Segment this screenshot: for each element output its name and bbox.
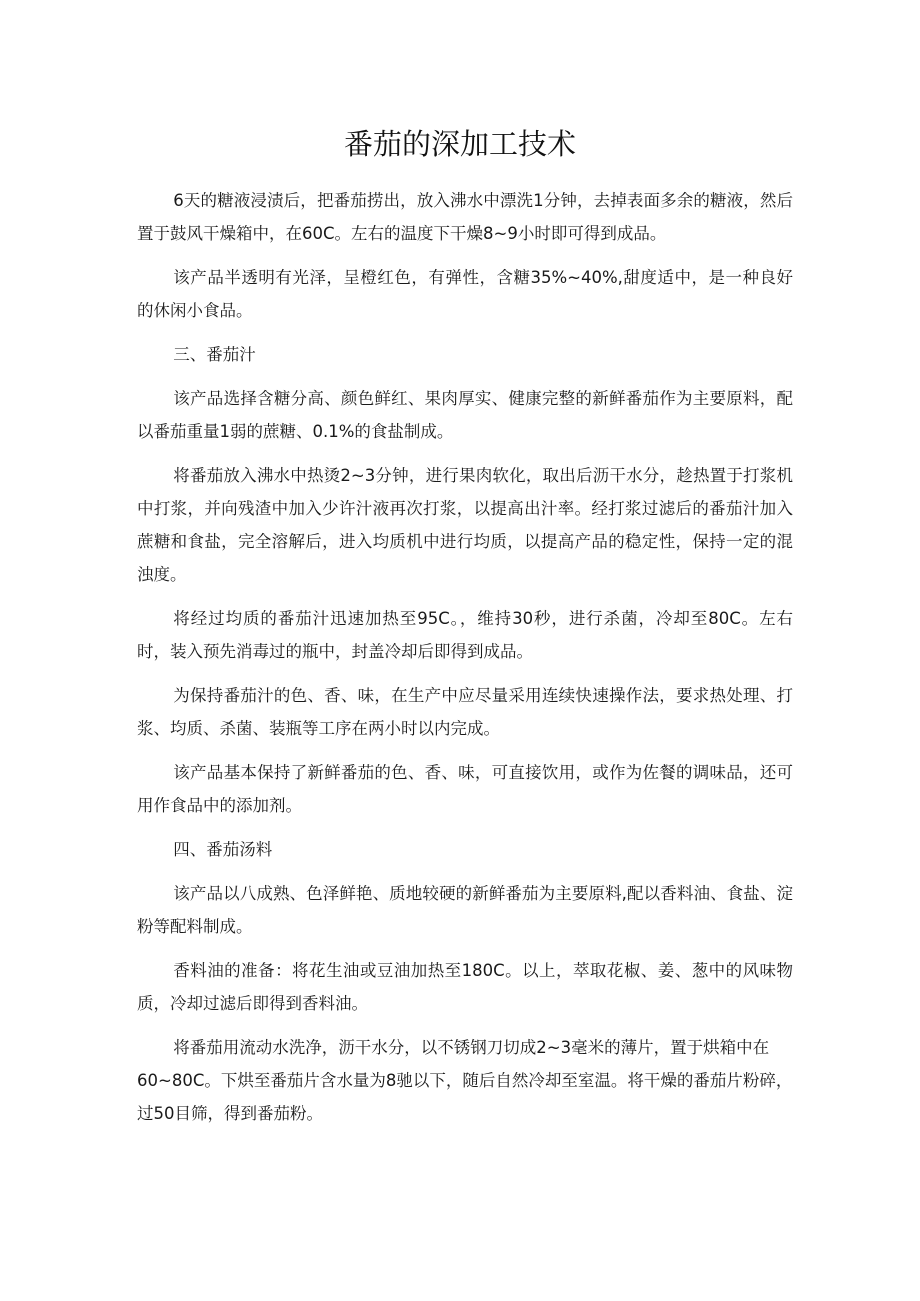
paragraph-7: 为保持番茄汁的色、香、味，在生产中应尽量采用连续快速操作法，要求热处理、打浆、均质、杀菌、装瓶等工序在两小时以内完成。 (137, 686, 793, 738)
paragraph-6: 将经过均质的番茄汁迅速加热至95C。，维持30秒，进行杀菌，冷却至80C。左右时，装入预先消毒过的瓶中，封盖冷却后即得到成品。 (137, 609, 793, 661)
section-heading-3: 三、番茄汁 (173, 345, 256, 364)
document-title: 番茄的深加工技术 (343, 127, 576, 161)
paragraph-11: 香料油的准备：将花生油或豆油加热至180C。以上，萃取花椒、姜、葱中的风味物质，冷却过滤后即得到香料油。 (137, 961, 793, 1013)
paragraph-5: 将番茄放入沸水中热烫2~3分钟，进行果肉软化，取出后沥干水分，趁热置于打浆机中打浆，并向残渣中加入少许汁液再次打浆，以提高出汁率。经打浆过滤后的番茄汁加入蔗糖和食盐，完全溶解后，进入均质机中进行均质，以提高产品的稳定性，保持一定的混浊度。 (137, 466, 793, 584)
paragraph-4: 该产品选择含糖分高、颜色鲜红、果肉厚实、健康完整的新鲜番茄作为主要原料，配以番茄重量1弱的蔗糖、0.1%的食盐制成。 (137, 389, 793, 441)
paragraph-8: 该产品基本保持了新鲜番茄的色、香、味，可直接饮用，或作为佐餐的调味品，还可用作食品中的添加剂。 (137, 763, 793, 815)
paragraph-2: 该产品半透明有光泽，呈橙红色，有弹性，含糖35%~40%,甜度适中，是一种良好的休闲小食品。 (137, 268, 793, 320)
section-heading-4: 四、番茄汤料 (173, 840, 273, 859)
paragraph-10: 该产品以八成熟、色泽鲜艳、质地较硬的新鲜番茄为主要原料,配以香料油、食盐、淀粉等配料制成。 (137, 884, 793, 936)
paragraph-12: 将番茄用流动水洗净，沥干水分，以不锈钢刀切成2~3毫米的薄片，置于烘箱中在60~80C。下烘至番茄片含水量为8驰以下，随后自然冷却至室温。将干燥的番茄片粉碎，过50目筛，得到番茄粉。 (137, 1038, 793, 1123)
document-body (137, 184, 793, 1141)
paragraph-1: 6天的糖液浸渍后，把番茄捞出，放入沸水中漂洗1分钟，去掉表面多余的糖液，然后置于鼓风干燥箱中，在60C。左右的温度下干燥8~9小时即可得到成品。 (137, 191, 793, 243)
